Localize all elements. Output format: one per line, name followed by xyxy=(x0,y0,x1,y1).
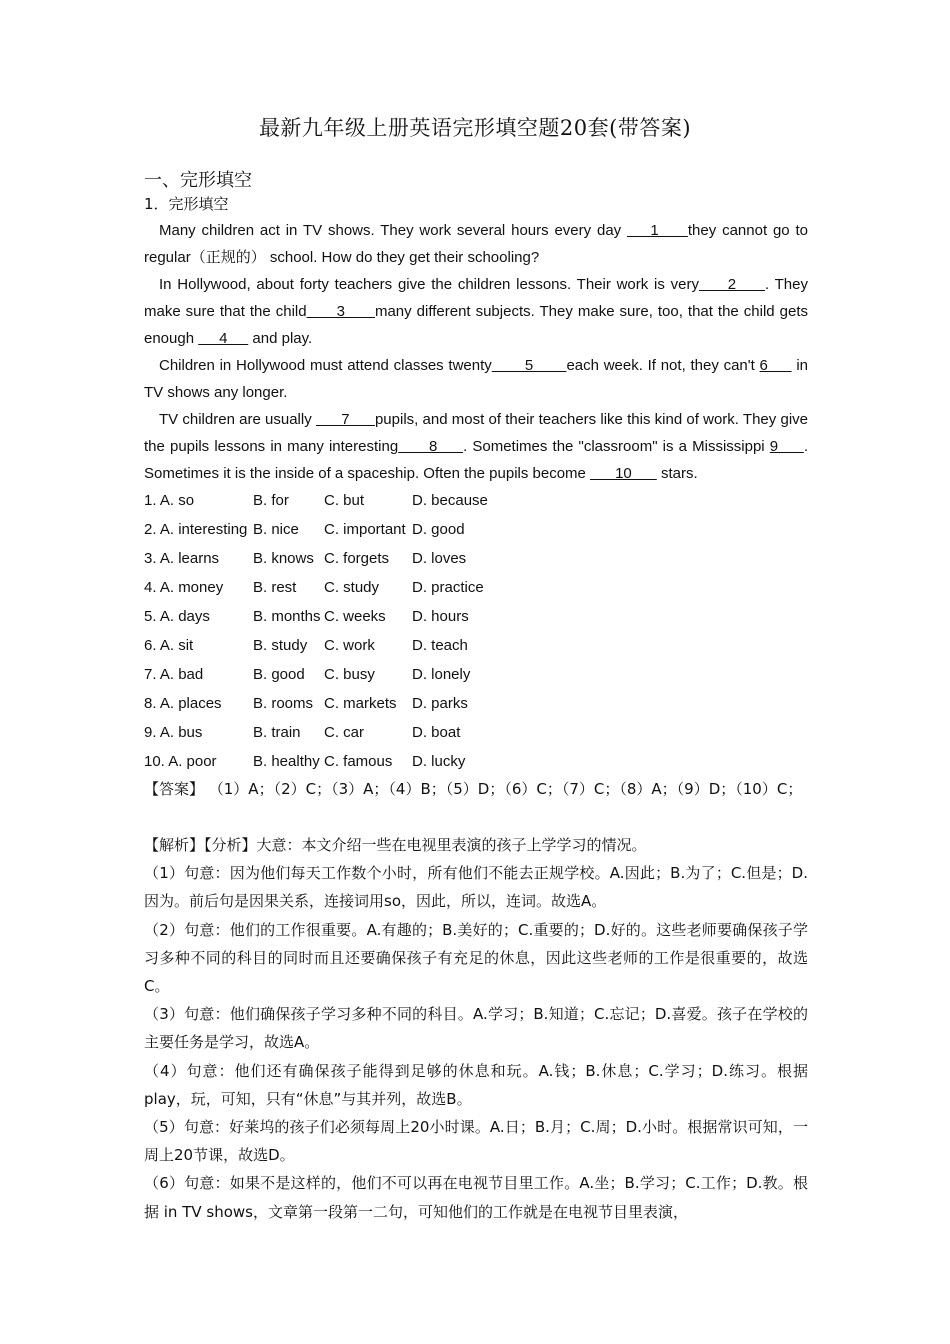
passage-paragraph-3 xyxy=(144,352,808,406)
passage-text: . Sometimes it is the inside of a spaceship. Often the pupils become xyxy=(144,438,808,482)
option-choice: D. loves xyxy=(412,550,467,567)
analysis-paragraph: 【解析】【分析】大意：本文介绍一些在电视里表演的孩子上学学习的情况。 xyxy=(144,836,647,854)
passage-text: In Hollywood, about forty teachers give the children lessons. Their work is very xyxy=(159,276,699,293)
option-choice: 1. A. so xyxy=(144,492,195,509)
option-row xyxy=(144,660,808,689)
blank-7: 7 xyxy=(315,411,375,428)
option-choice: D. practice xyxy=(412,579,484,596)
analysis-paragraph: （3）句意：他们确保孩子学习多种不同的科目。A.学习；B.知道；C.忘记；D.喜爱。孩子在学校的主要任务是学习，故选A。 xyxy=(144,1005,808,1052)
question-heading: 1．完形填空 xyxy=(144,195,229,213)
blank-10: 10 xyxy=(590,465,657,482)
blank-1: 1 xyxy=(627,222,688,239)
analysis-paragraph: （1）句意：因为他们每天工作数个小时，所有他们不能去正规学校。A.因此；B.为了；C.但是；D.因为。前后句是因果关系，连接词用so，因此，所以，连词。故选A。 xyxy=(144,864,808,911)
document-title: 最新九年级上册英语完形填空题20套(带答案) xyxy=(258,116,692,140)
passage-text: . Sometimes the "classroom" is a Mississippi xyxy=(463,438,765,455)
option-choice: 5. A. days xyxy=(144,608,210,625)
option-choice: D. lucky xyxy=(412,753,466,770)
option-row xyxy=(144,689,808,718)
passage-text: Many children act in TV shows. They work several hours every day xyxy=(159,222,622,239)
option-choice: 10. A. poor xyxy=(144,753,217,770)
option-choice: C. famous xyxy=(324,753,393,770)
option-row xyxy=(144,718,808,747)
option-row xyxy=(144,602,808,631)
analysis-paragraph: （4）句意：他们还有确保孩子能得到足够的休息和玩。A.钱；B.休息；C.学习；D.练习。根据play，玩，可知，只有“休息”与其并列，故选B。 xyxy=(144,1061,808,1108)
passage-text: many different subjects. They make sure, too, that the child gets enough xyxy=(144,303,808,347)
passage-paragraph-2 xyxy=(144,271,808,352)
option-choice: C. weeks xyxy=(324,608,386,625)
option-choice: B. train xyxy=(253,724,301,741)
analysis xyxy=(144,831,808,1226)
option-choice: B. for xyxy=(253,492,289,509)
option-choice: C. but xyxy=(324,492,365,509)
blank-2: 2 xyxy=(698,276,765,293)
passage-text: in TV shows any longer. xyxy=(144,357,809,401)
option-choice: D. parks xyxy=(412,695,468,712)
option-choice: D. good xyxy=(412,521,465,538)
passage-text: TV children are usually xyxy=(159,411,312,428)
option-choice: C. forgets xyxy=(324,550,390,567)
option-row xyxy=(144,486,808,515)
option-row xyxy=(144,631,808,660)
option-choice: 7. A. bad xyxy=(144,666,204,683)
option-choice: 8. A. places xyxy=(144,695,222,712)
passage-paragraph-1 xyxy=(144,217,808,271)
option-choice: D. hours xyxy=(412,608,469,625)
option-choice: C. study xyxy=(324,579,380,596)
blank-3: 3 xyxy=(306,303,375,320)
option-choice: 9. A. bus xyxy=(144,724,203,741)
passage-text: . They make sure that the child xyxy=(144,276,808,320)
option-row xyxy=(144,573,808,602)
option-choice: C. car xyxy=(324,724,365,741)
option-row xyxy=(144,515,808,544)
blank-8: 8 xyxy=(398,438,464,455)
option-choice: D. lonely xyxy=(412,666,471,683)
option-choice: B. rooms xyxy=(253,695,314,712)
analysis-paragraph: （5）句意：好莱坞的孩子们必须每周上20小时课。A.日；B.月；C.周；D.小时。根据常识可知，一周上20节课，故选D。 xyxy=(144,1118,808,1165)
option-row xyxy=(144,544,808,573)
option-choice: C. markets xyxy=(324,695,397,712)
option-choice: 2. A. interesting xyxy=(144,521,248,538)
option-choice: B. rest xyxy=(253,579,297,596)
option-choice: B. study xyxy=(253,637,308,654)
option-choice: C. busy xyxy=(324,666,375,683)
option-choice: 3. A. learns xyxy=(144,550,220,567)
blank-5: 5 xyxy=(491,357,567,374)
blank-4: 4 xyxy=(198,330,249,347)
option-choice: D. because xyxy=(412,492,488,509)
option-choice: B. nice xyxy=(253,521,299,538)
option-choice: 6. A. sit xyxy=(144,637,194,654)
option-choice: C. work xyxy=(324,637,375,654)
option-choice: D. teach xyxy=(412,637,468,654)
cloze-passage xyxy=(144,217,808,487)
analysis-paragraph: （6）句意：如果不是这样的，他们不可以再在电视节目里工作。A.坐；B.学习；C.工作；D.教。根据 in TV shows，文章第一段第一二句，可知他们的工作就是在电视节目里表演， xyxy=(144,1174,808,1221)
section-heading: 一、完形填空 xyxy=(144,170,252,191)
passage-text: pupils, and most of their teachers like this kind of work. They give the pupils lessons in many interesting xyxy=(144,411,809,455)
passage-text: Children in Hollywood must attend classes twenty xyxy=(159,357,492,374)
passage-text: stars. xyxy=(656,465,698,482)
option-choice: D. boat xyxy=(412,724,461,741)
blank-6: 6 xyxy=(759,357,792,374)
option-choice: 4. A. money xyxy=(144,579,224,596)
passage-paragraph-4 xyxy=(144,406,808,487)
blank-9: 9 xyxy=(769,438,804,455)
passage-text: they cannot go to regular（正规的） school. How do they get their schooling? xyxy=(144,222,808,266)
option-row xyxy=(144,747,808,776)
option-choice: B. months xyxy=(253,608,321,625)
answer-key: 【答案】 （1）A；（2）C；（3）A；（4）B；（5）D；（6）C；（7）C；（8）A；（9）D；（10）C； xyxy=(144,780,803,798)
option-choice: B. knows xyxy=(253,550,314,567)
passage-text: and play. xyxy=(248,330,313,347)
passage-text: each week. If not, they can't xyxy=(566,357,755,374)
option-choice: C. important xyxy=(324,521,406,538)
analysis-paragraph: （2）句意：他们的工作很重要。A.有趣的；B.美好的；C.重要的；D.好的。这些老师要确保孩子学习多种不同的科目的同时而且还要确保孩子有充足的休息，因此这些老师的工作是很重要的，故选C。 xyxy=(144,920,808,996)
option-choice: B. good xyxy=(253,666,305,683)
answer-options xyxy=(144,486,808,776)
option-choice: B. healthy xyxy=(253,753,320,770)
